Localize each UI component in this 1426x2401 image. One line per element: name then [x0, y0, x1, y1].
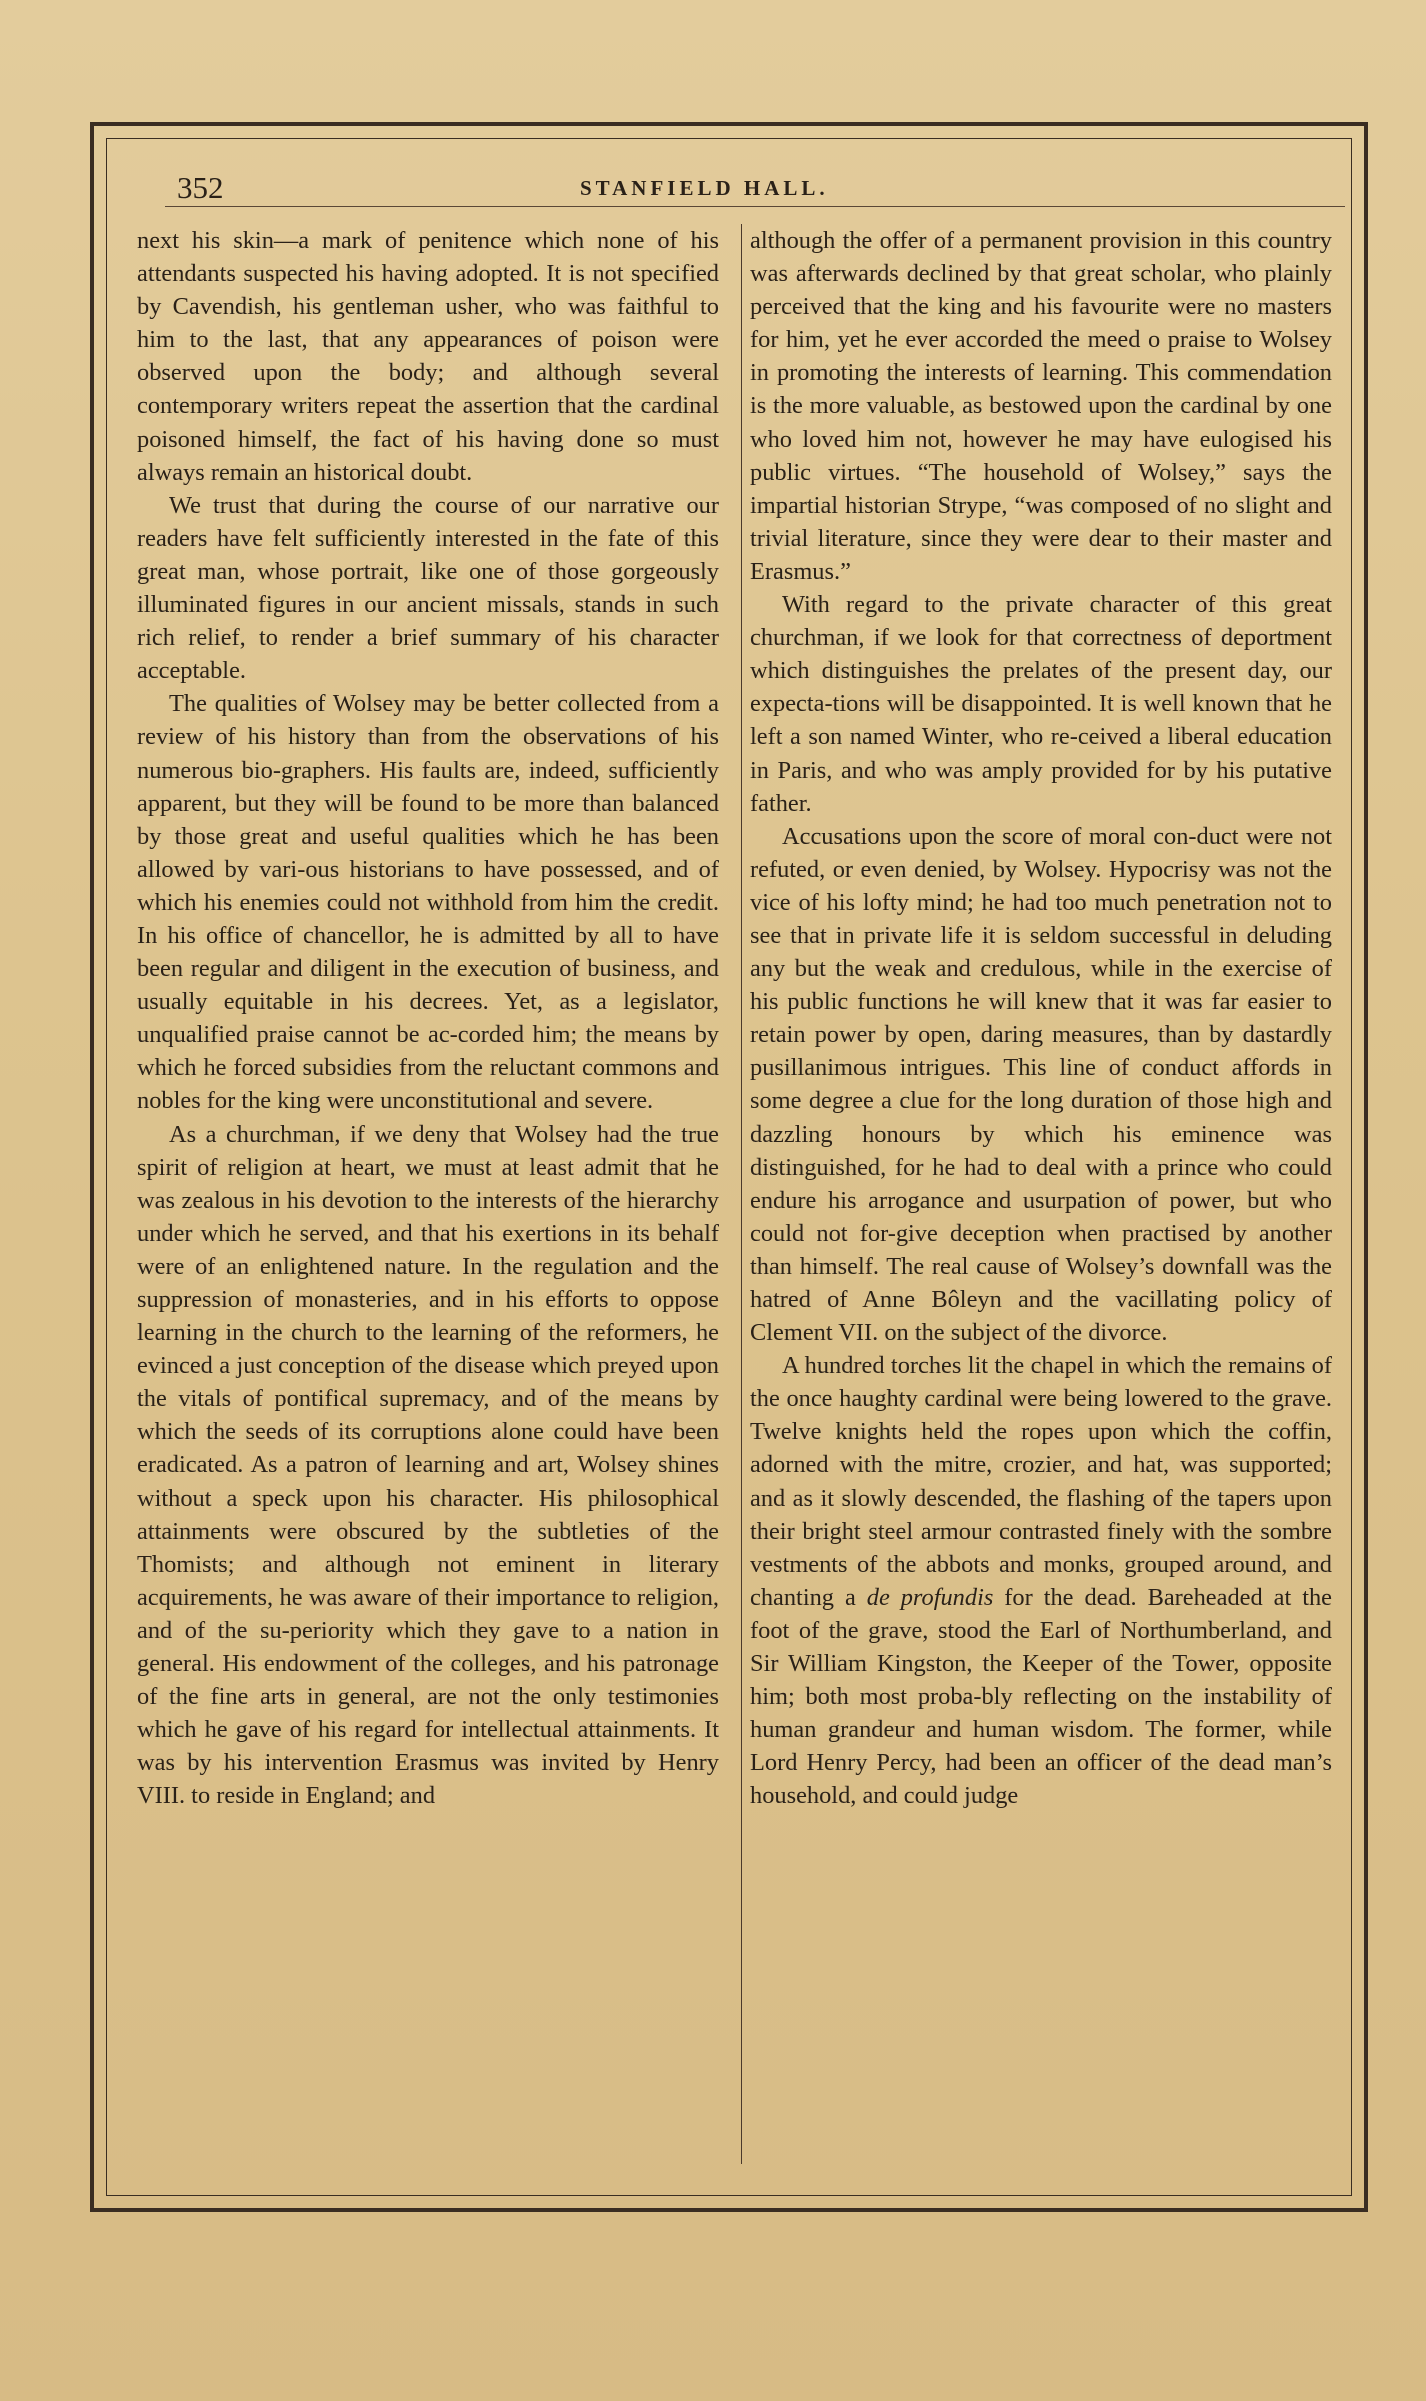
paragraph: We trust that during the course of our narrative our readers have felt sufficiently interested in the fate of this great man, whose portrait, like one of those gorgeously illuminated figures in our ancient missals, stands in such rich relief, to render a brief summary of his character acceptable.	[137, 491, 719, 685]
paragraph-text: for the dead. Bareheaded at the foot of the grave, stood the Earl of Northumberland, and Sir William Kingston, the Keeper of the Tower, opposite him; both most proba-bly reflecting on the instability of human grandeur and human wisdom. The former, while Lord Henry Percy, had been an officer of the dead man’s household, and could judge	[750, 1583, 1332, 1810]
right-column	[750, 224, 1332, 1813]
paragraph: next his skin—a mark of penitence which none of his attendants suspected his having adopted. It is not specified by Cavendish, his gentleman usher, who was faithful to him to the last, that any appearances of poison were observed upon the body; and although several contemporary writers repeat the assertion that the cardinal poisoned himself, the fact of his having done so must always remain an historical doubt.	[137, 227, 719, 486]
italic-phrase: de profundis	[866, 1583, 994, 1611]
paragraph-text: A hundred torches lit the chapel in which the remains of the once haughty cardinal were being lowered to the grave. Twelve knights held the ropes upon which the coffin, adorned with the mitre, crozier, and hat, was supported; and as it slowly descended, the flashing of the tapers upon their bright steel armour contrasted finely with the sombre vestments of the abbots and monks, grouped around, and chanting a	[750, 1352, 1332, 1611]
paragraph: Accusations upon the score of moral con-duct were not refuted, or even denied, by Wolsey. Hypocrisy was not the vice of his lofty mind; he had too much penetration not to see that in private life it is seldom successful in deluding any but the weak and credulous, while in the exercise of his public functions he will knew that it was far easier to retain power by open, daring measures, than by dastardly pusillanimous intrigues. This line of conduct affords in some degree a clue for the long duration of those high and dazzling honours by which his eminence was distinguished, for he had to deal with a prince who could endure his arrogance and usurpation of power, but who could not for-give deception when practised by another than himself. The real cause of Wolsey’s downfall was the hatred of Anne Bôleyn and the vacillating policy of Clement VII. on the subject of the divorce.	[750, 822, 1332, 1347]
page-header	[165, 168, 1345, 208]
running-title: STANFIELD HALL.	[580, 176, 829, 200]
paragraph: As a churchman, if we deny that Wolsey had the true spirit of religion at heart, we must at least admit that he was zealous in his devotion to the interests of the hierarchy under which he served, and that his exertions in its behalf were of an enlightened nature. In the regulation and the suppression of monasteries, and in his efforts to oppose learning in the church to the learning of the reformers, he evinced a just conception of the disease which preyed upon the vitals of pontifical supremacy, and of the means by which the seeds of its corruptions alone could have been eradicated. As a patron of learning and art, Wolsey shines without a speck upon his character. His philosophical attainments were obscured by the subtleties of the Thomists; and although not eminent in literary acquirements, he was aware of their importance to religion, and of the su-periority which they gave to a nation in general. His endowment of the colleges, and his patronage of the fine arts in general, are not the only testimonies which he gave of his regard for intellectual attainments. It was by his intervention Erasmus was invited by Henry VIII. to reside in England; and	[137, 1120, 719, 1810]
paragraph: The qualities of Wolsey may be better collected from a review of his history than from the observations of his numerous bio-graphers. His faults are, indeed, sufficiently apparent, but they will be found to be more than balanced by those great and useful qualities which he has been allowed by vari-ous historians to have possessed, and of which his enemies could not withhold from him the credit. In his office of chancellor, he is admitted by all to have been regular and diligent in the execution of business, and usually equitable in his decrees. Yet, as a legislator, unqualified praise cannot be ac-corded him; the means by which he forced subsidies from the reluctant commons and nobles for the king were unconstitutional and severe.	[137, 690, 719, 1115]
paragraph: although the offer of a permanent provision in this country was afterwards declined by that great scholar, who plainly perceived that the king and his favourite were no masters for him, yet he ever accorded the meed o praise to Wolsey in promoting the interests of learning. This commendation is the more valuable, as bestowed upon the cardinal by one who loved him not, however he may have eulogised his public virtues. “The household of Wolsey,” says the impartial historian Strype, “was composed of no slight and trivial literature, since they were dear to their master and Erasmus.”	[750, 227, 1332, 585]
page-number: 352	[177, 170, 224, 205]
column-divider	[741, 224, 742, 2164]
paragraph-last	[750, 1349, 1332, 1812]
left-column	[137, 224, 719, 1813]
header-rule	[165, 206, 1345, 207]
paragraph: With regard to the private character of this great churchman, if we look for that correctness of deportment which distinguishes the prelates of the present day, our expecta-tions will be disappointed. It is well known that he left a son named Winter, who re-ceived a liberal education in Paris, and who was amply provided for by his putative father.	[750, 591, 1332, 817]
